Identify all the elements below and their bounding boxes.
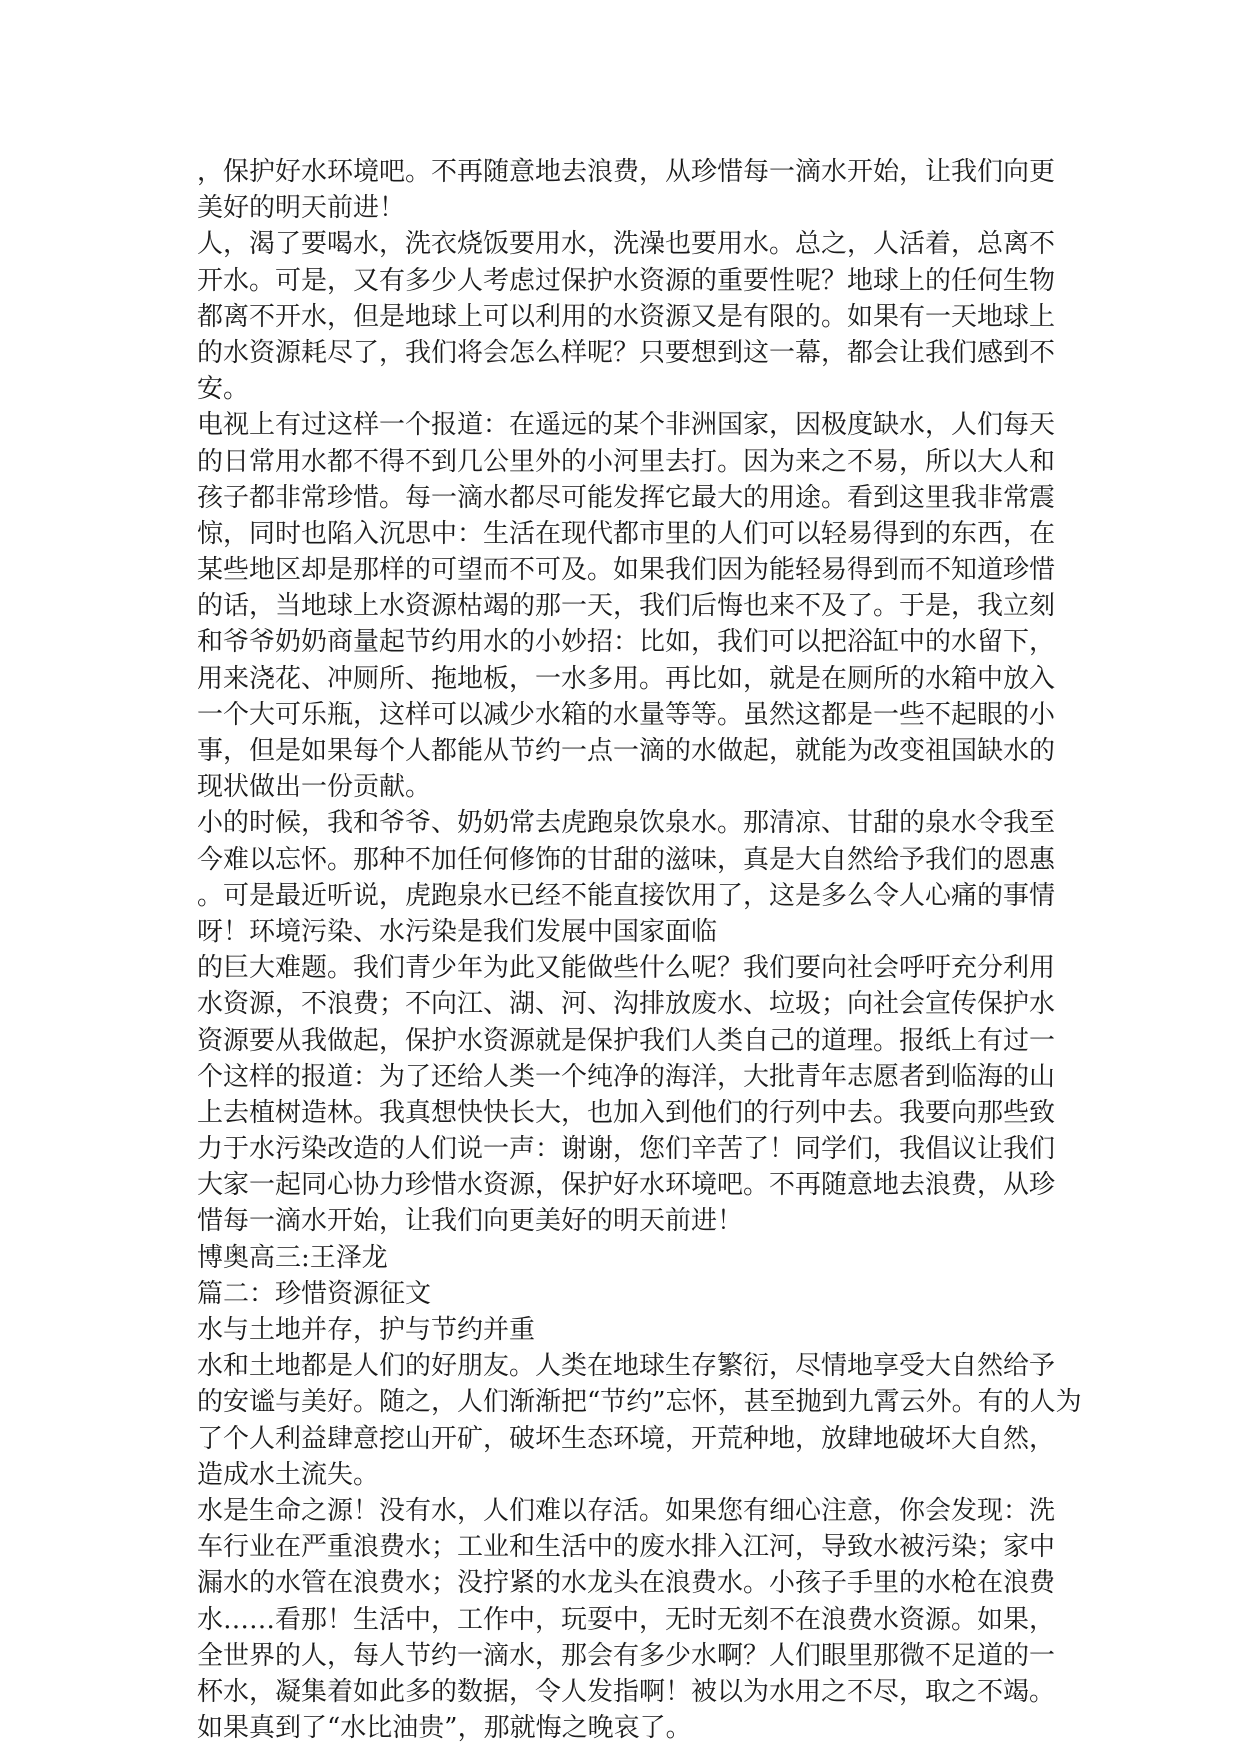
text-line: 个这样的报道：为了还给人类一个纯净的海洋，大批青年志愿者到临海的山 [197,1061,1056,1092]
text-line: 和爷爷奶奶商量起节约用水的小妙招：比如，我们可以把浴缸中的水留下， [197,627,1056,658]
text-line: 了个人利益肆意挖山开矿，破坏生态环境，开荒种地，放肆地破坏大自然， [197,1423,1056,1454]
text-line: 都离不开水，但是地球上可以利用的水资源又是有限的。如果有一天地球上 [197,301,1056,332]
text-line: 水和土地都是人们的好朋友。人类在地球生存繁衍，尽情地享受大自然给予 [197,1351,1056,1382]
text-line: 上去植树造林。我真想快快长大，也加入到他们的行列中去。我要向那些致 [197,1097,1056,1128]
text-line: 电视上有过这样一个报道：在遥远的某个非洲国家，因极度缺水，人们每天 [197,410,1056,441]
text-line: 惊，同时也陷入沉思中：生活在现代都市里的人们可以轻易得到的东西，在 [197,518,1056,549]
text-line: 某些地区却是那样的可望而不可及。如果我们因为能轻易得到而不知道珍惜 [197,555,1056,586]
text-line: 美好的明天前进！ [197,193,406,224]
text-line: 小的时候，我和爷爷、奶奶常去虎跑泉饮泉水。那清凉、甘甜的泉水令我至 [197,808,1056,839]
text-line: 漏水的水管在浪费水；没拧紧的水龙头在浪费水。小孩子手里的水枪在浪费 [197,1568,1056,1599]
text-line: 的安谧与美好。随之，人们渐渐把“节约”忘怀，甚至抛到九霄云外。有的人为 [197,1387,1082,1418]
text-line: 用来浇花、冲厕所、拖地板，一水多用。再比如，就是在厕所的水箱中放入 [197,663,1056,694]
text-line: 水是生命之源！没有水，人们难以存活。如果您有细心注意，你会发现：洗 [197,1495,1056,1526]
text-line: 造成水土流失。 [197,1459,380,1490]
text-line: 资源要从我做起，保护水资源就是保护我们人类自己的道理。报纸上有过一 [197,1025,1056,1056]
text-line: 的巨大难题。我们青少年为此又能做些什么呢？我们要向社会呼吁充分利用 [197,953,1056,984]
text-line: 全世界的人，每人节约一滴水，那会有多少水啊？人们眼里那微不足道的一 [197,1640,1056,1671]
text-line: 车行业在严重浪费水；工业和生活中的废水排入江河，导致水被污染；家中 [197,1532,1056,1563]
text-line: 。可是最近听说，虎跑泉水已经不能直接饮用了，这是多么令人心痛的事情 [197,880,1056,911]
text-line: 博奥高三:王泽龙 [197,1242,388,1273]
text-line: 呀！环境污染、水污染是我们发展中国家面临 [197,916,718,947]
text-line: 的日常用水都不得不到几公里外的小河里去打。因为来之不易，所以大人和 [197,446,1056,477]
text-line: 水与土地并存，护与节约并重 [197,1315,536,1345]
text-line: ，保护好水环境吧。不再随意地去浪费，从珍惜每一滴水开始，让我们向更 [197,157,1056,187]
article-body [197,154,1082,1746]
text-line: 现状做出一份贡献。 [197,772,432,803]
text-line: 水资源，不浪费；不向江、湖、河、沟排放废水、垃圾；向社会宣传保护水 [197,989,1056,1020]
text-line: 的水资源耗尽了，我们将会怎么样呢？只要想到这一幕，都会让我们感到不 [197,337,1056,368]
text-line: 大家一起同心协力珍惜水资源，保护好水环境吧。不再随意地去浪费，从珍 [197,1170,1056,1201]
text-line: 水……看那！生活中，工作中，玩耍中，无时无刻不在浪费水资源。如果， [197,1604,1056,1635]
text-line: 人，渴了要喝水，洗衣烧饭要用水，洗澡也要用水。总之，人活着，总离不 [197,229,1056,260]
text-line: 今难以忘怀。那种不加任何修饰的甘甜的滋味，真是大自然给予我们的恩惠 [197,844,1056,875]
text-line: 如果真到了“水比油贵”，那就悔之晚哀了。 [197,1713,692,1744]
text-line: 事，但是如果每个人都能从节约一点一滴的水做起，就能为改变祖国缺水的 [197,736,1056,766]
text-line: 开水。可是，又有多少人考虑过保护水资源的重要性呢？地球上的任何生物 [197,265,1056,296]
text-line: 篇二：珍惜资源征文 [197,1278,432,1309]
text-line: 安。 [197,374,250,405]
text-line: 的话，当地球上水资源枯竭的那一天，我们后悔也来不及了。于是，我立刻 [197,591,1056,622]
text-line: 力于水污染改造的人们说一声：谢谢，您们辛苦了！同学们，我倡议让我们 [197,1134,1056,1165]
text-line: 一个大可乐瓶，这样可以减少水箱的水量等等。虽然这都是一些不起眼的小 [197,699,1056,730]
text-line: 惜每一滴水开始，让我们向更美好的明天前进！ [197,1206,744,1237]
text-line: 孩子都非常珍惜。每一滴水都尽可能发挥它最大的用途。看到这里我非常震 [197,482,1056,513]
text-line: 杯水，凝集着如此多的数据，令人发指啊！被以为水用之不尽，取之不竭。 [197,1676,1056,1707]
